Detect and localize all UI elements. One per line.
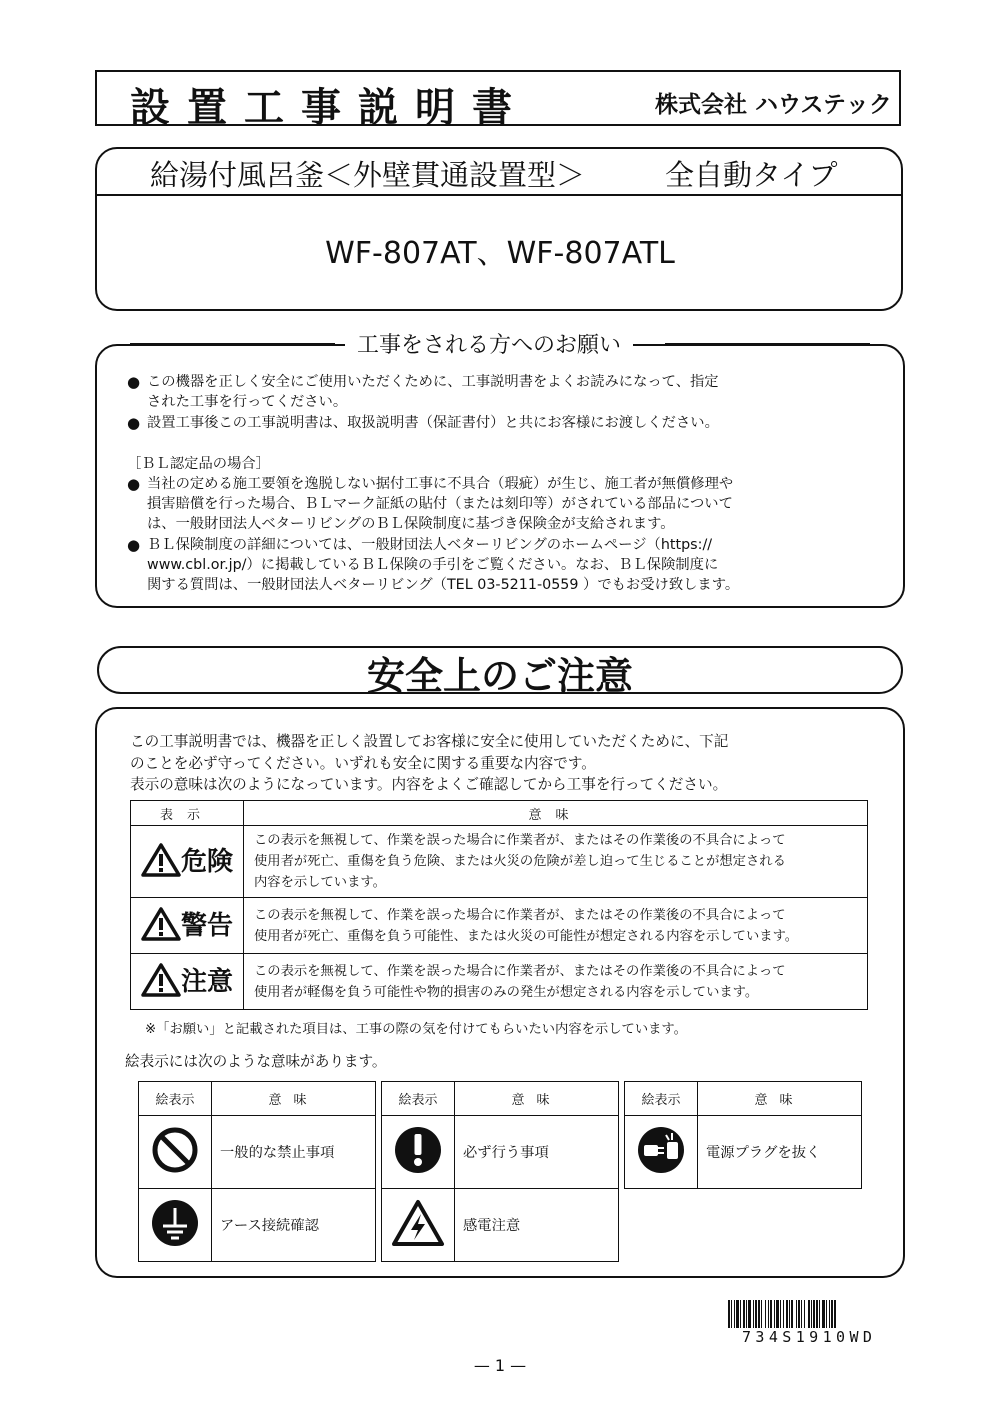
pictogram-table-1: 絵表示 意味 一般的な禁止事項 アース接続確認 <box>138 1081 376 1262</box>
request-bullet: ● この機器を正しく安全にご使用いただくために、工事説明書をよくお読みになって、指定 された工事を行ってください。 <box>127 373 719 411</box>
safety-heading: 安全上のご注意 <box>366 654 633 698</box>
caution-description: この表示を無視して、作業を誤った場合に作業者が、またはその作業後の不具合によって 使用者が軽傷を負う可能性や物的損害のみの発生が想定される内容を示しています。 <box>244 954 868 1010</box>
warning-triangle-icon <box>141 842 181 878</box>
table-row <box>131 826 868 898</box>
electric-shock-icon <box>391 1198 445 1248</box>
bl-bullet: ● 当社の定める施工要領を逸脱しない据付工事に不具合（瑕疵）が生じ、施工者が無償修理や 損害賠償を行った場合、ＢＬマーク証紙の貼付（または刻印等）がされている部品について は、一般財団法人ベターリビングのＢＬ保険制度に基づき保険金が支給されます。 <box>127 475 734 533</box>
request-note: ※「お願い」と記載された項目は、工事の際の気を付けてもらいたい内容を示しています。 <box>145 1022 687 1037</box>
request-bullet: ● 設置工事後この工事説明書は、取扱説明書（保証書付）と共にお客様にお渡しください。 <box>127 414 719 432</box>
request-title: 工事をされる方へのお願い <box>345 328 633 359</box>
warning-triangle-icon <box>141 906 181 942</box>
barcode <box>728 1300 906 1328</box>
bullet-icon: ● <box>127 414 141 432</box>
table-row: 感電注意 <box>382 1189 619 1262</box>
pictogram-table-3: 絵表示 意味 電源プラグを抜く <box>624 1081 862 1189</box>
table-row: 必ず行う事項 <box>382 1116 619 1189</box>
page-number: — 1 — <box>473 1356 527 1375</box>
safety-intro: この工事説明書では、機器を正しく設置してお客様に安全に使用していただくために、下記 のことを必ず守ってください。いずれも安全に関する重要な内容です。 表示の意味は次のようになっています。内容をよくご確認してから工事を行ってください。 <box>130 733 729 793</box>
document-title: 設置工事説明書 <box>130 85 529 131</box>
pictogram-table-2: 絵表示 意味 必ず行う事項 感電注意 <box>381 1081 619 1262</box>
warning-triangle-icon <box>141 962 181 998</box>
request-title-rule-left <box>130 343 335 345</box>
company-name: 株式会社 ハウステック <box>655 92 892 118</box>
caution-signal: 注意 <box>141 961 233 998</box>
product-type: 全自動タイプ <box>665 158 838 192</box>
barcode-bar <box>834 1300 836 1328</box>
bullet-icon: ● <box>127 536 141 554</box>
warning-description: この表示を無視して、作業を誤った場合に作業者が、またはその作業後の不具合によって 使用者が死亡、重傷を負う可能性、または火災の可能性が想定される内容を示しています。 <box>244 898 868 954</box>
table-header-meaning: 意味 <box>244 801 868 826</box>
bl-heading: ［ＢＬ認定品の場合］ <box>127 456 270 472</box>
prohibition-icon <box>150 1125 200 1175</box>
request-content <box>127 372 887 602</box>
product-name: 給湯付風呂釜＜外壁貫通設置型＞ <box>150 158 586 192</box>
table-header-sign: 表示 <box>131 801 244 826</box>
pictogram-intro: 絵表示には次のような意味があります。 <box>125 1053 387 1070</box>
table-row <box>131 898 868 954</box>
ground-icon <box>150 1198 200 1248</box>
table-row: アース接続確認 <box>139 1189 376 1262</box>
danger-signal: 危険 <box>141 841 233 878</box>
bullet-icon: ● <box>127 475 141 493</box>
danger-description: この表示を無視して、作業を誤った場合に作業者が、またはその作業後の不具合によって 使用者が死亡、重傷を負う危険、または火災の危険が差し迫って生じることが想定される 内容を示しています。 <box>244 826 868 898</box>
table-row <box>131 954 868 1010</box>
barcode-number: 734S1910WD <box>742 1328 877 1346</box>
product-divider <box>97 194 901 196</box>
request-title-rule-right <box>665 343 870 345</box>
table-row: 一般的な禁止事項 <box>139 1116 376 1189</box>
mandatory-icon <box>393 1125 443 1175</box>
bl-bullet: ● ＢＬ保険制度の詳細については、一般財団法人ベターリビングのホームページ（https:// www.cbl.or.jp/）に掲載しているＢＬ保険の手引をご覧ください。なお、ＢＬ保険制度に 関する質問は、一般財団法人ベターリビング（TEL 03-5211-0559 ）でもお受け致します。 <box>127 536 740 594</box>
bullet-icon: ● <box>127 373 141 391</box>
signal-word-table <box>130 800 868 1010</box>
product-models: WF-807AT、WF-807ATL <box>325 236 675 271</box>
table-row: 電源プラグを抜く <box>625 1116 862 1189</box>
warning-signal: 警告 <box>141 905 233 942</box>
unplug-icon <box>636 1125 686 1175</box>
